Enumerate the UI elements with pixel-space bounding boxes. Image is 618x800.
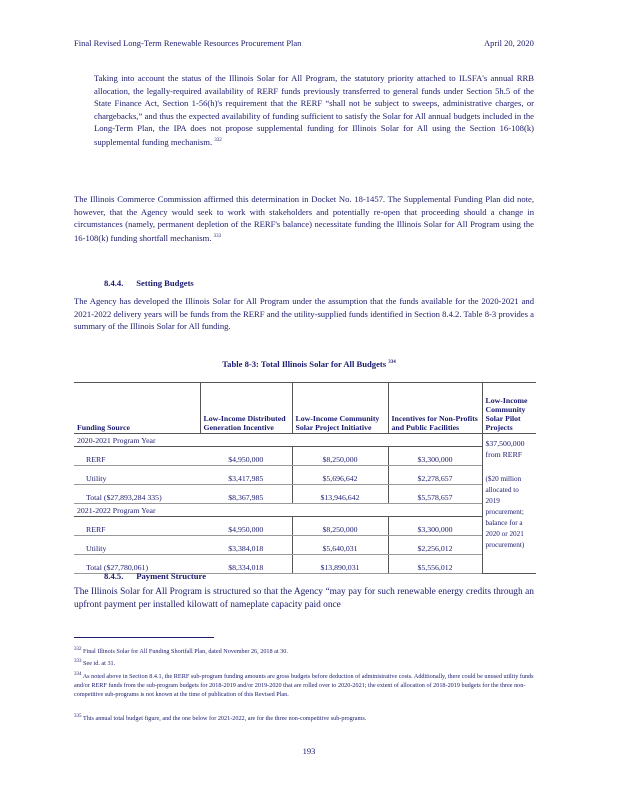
footnote-335	[74, 712, 534, 723]
footnote-text: This annual total budget figure, and the one below for 2021-2022, are for the three non-competitive sub-programs.	[82, 715, 367, 723]
row-source: Utility	[74, 466, 200, 485]
footnote-ref-333[interactable]: 333	[213, 233, 222, 239]
cell-dg: $8,367,985	[200, 485, 292, 504]
cell-np: $3,300,000	[388, 447, 482, 466]
pilot-note: ($20 million allocated to 2019 procurement; balance for a 2020 or 2021 procurement)	[485, 475, 525, 549]
block-quote	[94, 72, 534, 148]
footnote-number: 335	[74, 714, 82, 719]
section-heading-8-4-4	[104, 278, 194, 288]
row-source: Total ($27,893,284 335)	[74, 485, 200, 504]
cell-np: $5,578,657	[388, 485, 482, 504]
program-year-label: 2020-2021 Program Year	[74, 434, 482, 447]
cell-np: $2,256,012	[388, 536, 482, 555]
section-title: Payment Structure	[136, 571, 207, 581]
paragraph-setting-budgets: The Agency has developed the Illinois Solar for All Program under the assumption that the funds available for the 2020-2021 and 2021-2022 delivery years will be funds from the RERF and the utility-supplied funds identified in Section 8.4.2. Table 8-3 provides a summary of the Illinois Solar for All funding.	[74, 296, 534, 332]
table-row	[74, 466, 536, 485]
row-source: RERF	[74, 517, 200, 536]
cell-np: $5,556,012	[388, 555, 482, 574]
cell-cs: $13,946,642	[292, 485, 388, 504]
footnote-ref-334[interactable]: 334	[388, 360, 396, 366]
footnote-334	[74, 670, 534, 699]
pilot-amount: $37,500,000 from RERF	[485, 439, 525, 459]
program-year-label: 2021-2022 Program Year	[74, 504, 482, 517]
footnote-number: 332	[74, 647, 82, 652]
table-caption	[0, 359, 618, 369]
footnote-text: See id. at 31.	[83, 660, 116, 668]
cell-cs: $5,640,031	[292, 536, 388, 555]
running-header-date: April 20, 2020	[484, 38, 534, 48]
block-quote-text: Taking into account the status of the Illinois Solar for All Program, the statutory priority attached to ILSFA's annual RRB allocation, the legally-required availability of RERF funds previously transferred to general funds under Section 5h.5 of the State Finance Act, Section 1-56(h)'s requirement that the RERF “shall not be subject to sweeps, administrative charges, or chargebacks,” and thus the expected availability of funding sufficient to satisfy the Solar for All annual budgets included in the Long-Term Plan, the IPA does not propose supplemental funding for Illinois Solar for All using the Section 16-108(k) supplemental funding mechanism.	[94, 73, 534, 147]
cell-dg: $4,950,000	[200, 447, 292, 466]
column-header-dg-incentive: Low-Income Distributed Generation Incentive	[200, 383, 292, 434]
column-header-pilot-projects: Low-Income Community Solar Pilot Projects	[482, 383, 536, 434]
table-row	[74, 447, 536, 466]
footnote-number: 333	[74, 659, 82, 664]
budget-table	[74, 382, 536, 574]
cell-cs: $8,250,000	[292, 517, 388, 536]
section-title: Setting Budgets	[136, 278, 194, 288]
pilot-projects-cell	[482, 434, 536, 574]
cell-cs: $8,250,000	[292, 447, 388, 466]
table-row	[74, 517, 536, 536]
footnote-number: 334	[74, 672, 82, 677]
column-header-community-solar: Low-Income Community Solar Project Initiative	[292, 383, 388, 434]
column-header-non-profits: Incentives for Non-Profits and Public Facilities	[388, 383, 482, 434]
cell-dg: $8,334,018	[200, 555, 292, 574]
paragraph-icc-affirmation	[74, 193, 534, 244]
cell-np: $2,278,657	[388, 466, 482, 485]
cell-cs: $5,696,642	[292, 466, 388, 485]
footnote-text: As noted above in Section 8.4.1, the RERF sub-program funding amounts are gross budgets before deduction of administrative costs. Additionally, there could be unused utility funds and/or RERF funds from the sub-program budgets for 2018-2019 and/or 2019-2020 that are rolled over to 2020-2021; the extent of allocation of 2018-2019 budgets for the three non-competitive sub-programs is not known at the time of publication of this Revised Plan.	[74, 673, 534, 699]
paragraph-payment-structure: The Illinois Solar for All Program is structured so that the Agency “may pay for such renewable energy credits through an upfront payment per installed kilowatt of nameplate capacity paid once	[74, 587, 534, 610]
footnote-333	[74, 657, 534, 668]
column-header-funding-source: Funding Source	[74, 383, 200, 434]
footnote-ref-332[interactable]: 332	[214, 137, 222, 143]
section-heading-8-4-5	[104, 571, 206, 581]
row-source: Total ($27,780,061)	[74, 555, 200, 574]
table-caption-text: Table 8-3: Total Illinois Solar for All Budgets	[222, 359, 387, 369]
section-number: 8.4.4.	[104, 278, 124, 288]
cell-np: $3,300,000	[388, 517, 482, 536]
table-row	[74, 485, 536, 504]
section-number: 8.4.5.	[104, 571, 124, 581]
footnote-332	[74, 645, 534, 656]
cell-dg: $4,950,000	[200, 517, 292, 536]
table-row	[74, 536, 536, 555]
paragraph-text: The Illinois Commerce Commission affirmed this determination in Docket No. 18-1457. The Supplemental Funding Plan did note, however, that the Agency would seek to work with stakeholders and potentially re-open that proceeding should a change in circumstances (namely, permanent depletion of the RERF's balance) necessitate funding the Illinois Solar for All Program using the 16-108(k) funding shortfall mechanism.	[74, 194, 534, 243]
running-header-title: Final Revised Long-Term Renewable Resources Procurement Plan	[74, 38, 302, 48]
cell-dg: $3,384,018	[200, 536, 292, 555]
cell-dg: $3,417,985	[200, 466, 292, 485]
page-number: 193	[302, 746, 316, 756]
footnote-text: Final Illinois Solar for All Funding Shortfall Plan, dated November 26, 2018 at 30.	[83, 648, 288, 656]
row-source: RERF	[74, 447, 200, 466]
row-source: Utility	[74, 536, 200, 555]
cell-cs: $13,890,031	[292, 555, 388, 574]
footnote-divider	[74, 637, 214, 638]
